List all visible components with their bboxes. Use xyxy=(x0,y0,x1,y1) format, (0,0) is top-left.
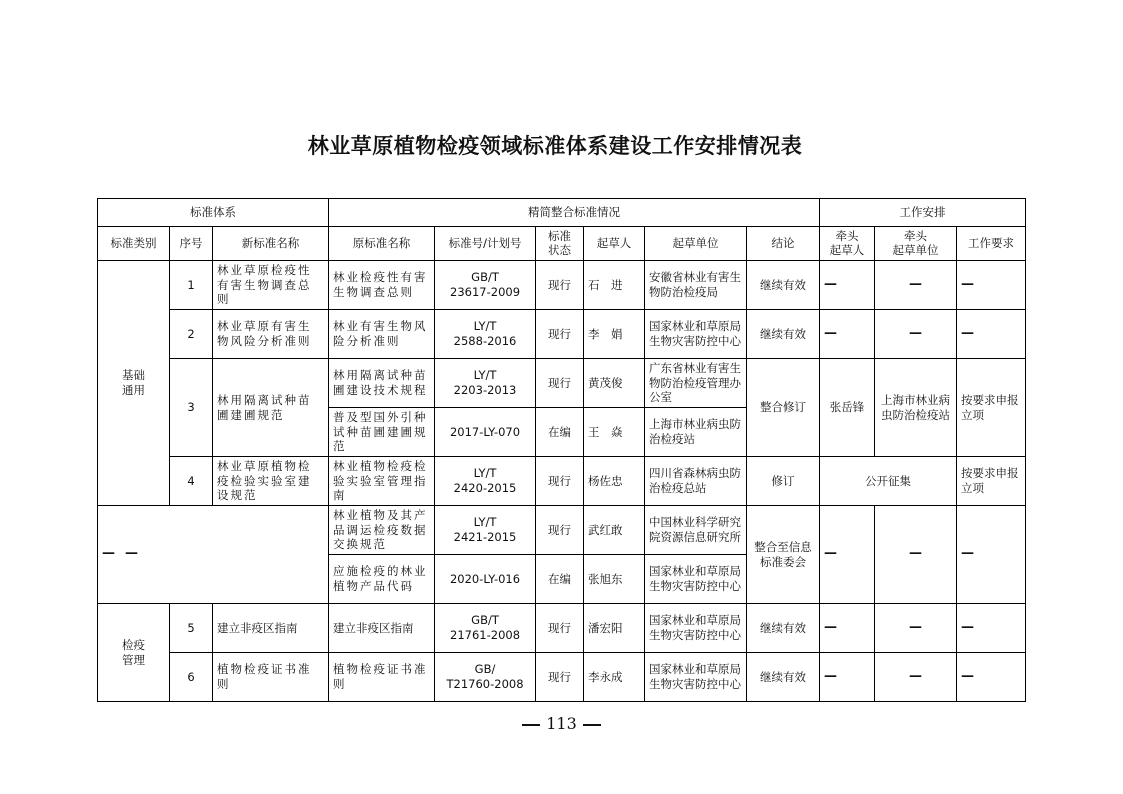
orig-standard-name: 林业有害生物风险分析准则 xyxy=(329,310,435,359)
lead-drafter: — xyxy=(820,506,875,604)
col-orig-name: 原标准名称 xyxy=(329,227,435,261)
drafter: 石 进 xyxy=(584,261,645,310)
drafter: 李 娟 xyxy=(584,310,645,359)
table-row xyxy=(98,359,1026,408)
standard-status: 现行 xyxy=(536,506,584,555)
col-new-name: 新标准名称 xyxy=(213,227,329,261)
standard-code: LY/T 2420-2015 xyxy=(435,457,536,506)
drafter: 张旭东 xyxy=(584,555,645,604)
drafting-unit: 安徽省林业有害生物防治检疫局 xyxy=(645,261,747,310)
drafting-unit: 国家林业和草原局生物灾害防控中心 xyxy=(645,555,747,604)
new-standard-name: 林业草原有害生物风险分析准则 xyxy=(213,310,329,359)
category-cell: 基础 通用 xyxy=(98,261,170,506)
header-group-standard-system: 标准体系 xyxy=(98,199,329,227)
table-row xyxy=(98,604,1026,653)
row-no: 3 xyxy=(170,359,213,457)
conclusion: 整合修订 xyxy=(747,359,820,457)
page-number-value: 113 xyxy=(546,714,577,733)
page-title: 林业草原植物检疫领域标准体系建设工作安排情况表 xyxy=(307,134,803,158)
orig-standard-name: 植物检疫证书准则 xyxy=(329,653,435,702)
lead-unit: — xyxy=(875,261,957,310)
work-requirement: — xyxy=(957,653,1026,702)
dash-group-cell xyxy=(98,506,329,604)
col-lead-unit: 牵头 起草单位 xyxy=(875,227,957,261)
row-no: 2 xyxy=(170,310,213,359)
standard-code: GB/ T21760-2008 xyxy=(435,653,536,702)
col-drafter: 起草人 xyxy=(584,227,645,261)
orig-standard-name: 普及型国外引种试种苗圃建圃规范 xyxy=(329,408,435,457)
standard-code: LY/T 2203-2013 xyxy=(435,359,536,408)
standard-status: 在编 xyxy=(536,555,584,604)
conclusion: 继续有效 xyxy=(747,261,820,310)
lead-unit: — xyxy=(875,653,957,702)
drafter: 李永成 xyxy=(584,653,645,702)
orig-standard-name: 林业植物检疫检验实验室管理指南 xyxy=(329,457,435,506)
work-requirement: — xyxy=(957,261,1026,310)
col-no: 序号 xyxy=(170,227,213,261)
col-category: 标准类别 xyxy=(98,227,170,261)
lead-unit: — xyxy=(875,604,957,653)
table-row xyxy=(98,506,1026,555)
lead-drafter: 张岳锋 xyxy=(820,359,875,457)
col-status: 标准 状态 xyxy=(536,227,584,261)
orig-standard-name: 林用隔离试种苗圃建设技术规程 xyxy=(329,359,435,408)
standard-code: LY/T 2588-2016 xyxy=(435,310,536,359)
drafting-unit: 国家林业和草原局生物灾害防控中心 xyxy=(645,604,747,653)
lead-drafter: — xyxy=(820,310,875,359)
standard-code: 2020-LY-016 xyxy=(435,555,536,604)
lead-unit: — xyxy=(875,310,957,359)
drafter: 王 焱 xyxy=(584,408,645,457)
orig-standard-name: 应施检疫的林业植物产品代码 xyxy=(329,555,435,604)
row-no: 5 xyxy=(170,604,213,653)
header-column-row xyxy=(98,227,1026,261)
category-cell: 检疫 管理 xyxy=(98,604,170,702)
conclusion: 整合至信息标准委会 xyxy=(747,506,820,604)
lead-unit: — xyxy=(875,506,957,604)
lead-unit: 上海市林业病虫防治检疫站 xyxy=(875,359,957,457)
table-row xyxy=(98,653,1026,702)
new-standard-name: 林业草原植物检疫检验实验室建设规范 xyxy=(213,457,329,506)
page-number xyxy=(0,714,1123,733)
standard-status: 现行 xyxy=(536,310,584,359)
conclusion: 继续有效 xyxy=(747,653,820,702)
new-standard-name: 林用隔离试种苗圃建圃规范 xyxy=(213,359,329,457)
work-requirement: 按要求申报立项 xyxy=(957,457,1026,506)
drafting-unit: 国家林业和草原局生物灾害防控中心 xyxy=(645,310,747,359)
row-no: — xyxy=(102,546,115,562)
row-no: 4 xyxy=(170,457,213,506)
lead-drafter: — xyxy=(820,261,875,310)
new-standard-name: 植物检疫证书准则 xyxy=(213,653,329,702)
header-group-consolidation: 精简整合标准情况 xyxy=(329,199,820,227)
drafter: 潘宏阳 xyxy=(584,604,645,653)
standard-code: GB/T 21761-2008 xyxy=(435,604,536,653)
orig-standard-name: 林业检疫性有害生物调查总则 xyxy=(329,261,435,310)
work-requirement: — xyxy=(957,604,1026,653)
conclusion: 继续有效 xyxy=(747,604,820,653)
table-row xyxy=(98,310,1026,359)
page-number-dash-left xyxy=(522,724,540,726)
drafting-unit: 中国林业科学研究院资源信息研究所 xyxy=(645,506,747,555)
row-no: 1 xyxy=(170,261,213,310)
col-code: 标准号/计划号 xyxy=(435,227,536,261)
new-standard-name: 建立非疫区指南 xyxy=(213,604,329,653)
standard-status: 现行 xyxy=(536,359,584,408)
header-group-row xyxy=(98,199,1026,227)
header-group-work-arrangement: 工作安排 xyxy=(820,199,1026,227)
work-requirement: — xyxy=(957,310,1026,359)
col-unit: 起草单位 xyxy=(645,227,747,261)
standards-table xyxy=(97,198,1026,702)
work-requirement: — xyxy=(957,506,1026,604)
standard-code: 2017-LY-070 xyxy=(435,408,536,457)
conclusion: 修订 xyxy=(747,457,820,506)
col-work-req: 工作要求 xyxy=(957,227,1026,261)
lead-drafter: — xyxy=(820,653,875,702)
standard-status: 在编 xyxy=(536,408,584,457)
col-conclusion: 结论 xyxy=(747,227,820,261)
work-requirement: 按要求申报立项 xyxy=(957,359,1026,457)
table-row xyxy=(98,457,1026,506)
col-lead-drafter: 牵头 起草人 xyxy=(820,227,875,261)
conclusion: 继续有效 xyxy=(747,310,820,359)
drafting-unit: 广东省林业有害生物防治检疫管理办公室 xyxy=(645,359,747,408)
standard-status: 现行 xyxy=(536,261,584,310)
drafting-unit: 四川省森林病虫防治检疫总站 xyxy=(645,457,747,506)
standard-status: 现行 xyxy=(536,604,584,653)
row-no: 6 xyxy=(170,653,213,702)
lead-drafter: — xyxy=(820,604,875,653)
page-number-dash-right xyxy=(583,724,601,726)
drafting-unit: 上海市林业病虫防治检疫站 xyxy=(645,408,747,457)
drafter: 杨佐忠 xyxy=(584,457,645,506)
drafting-unit: 国家林业和草原局生物灾害防控中心 xyxy=(645,653,747,702)
drafter: 武红敢 xyxy=(584,506,645,555)
standard-status: 现行 xyxy=(536,653,584,702)
lead-merged: 公开征集 xyxy=(820,457,957,506)
standard-code: GB/T 23617-2009 xyxy=(435,261,536,310)
new-standard-name: 林业草原检疫性有害生物调查总则 xyxy=(213,261,329,310)
orig-standard-name: 林业植物及其产品调运检疫数据交换规范 xyxy=(329,506,435,555)
table-row xyxy=(98,261,1026,310)
standard-code: LY/T 2421-2015 xyxy=(435,506,536,555)
orig-standard-name: 建立非疫区指南 xyxy=(329,604,435,653)
drafter: 黄茂俊 xyxy=(584,359,645,408)
new-standard-name: — xyxy=(125,546,138,562)
standard-status: 现行 xyxy=(536,457,584,506)
